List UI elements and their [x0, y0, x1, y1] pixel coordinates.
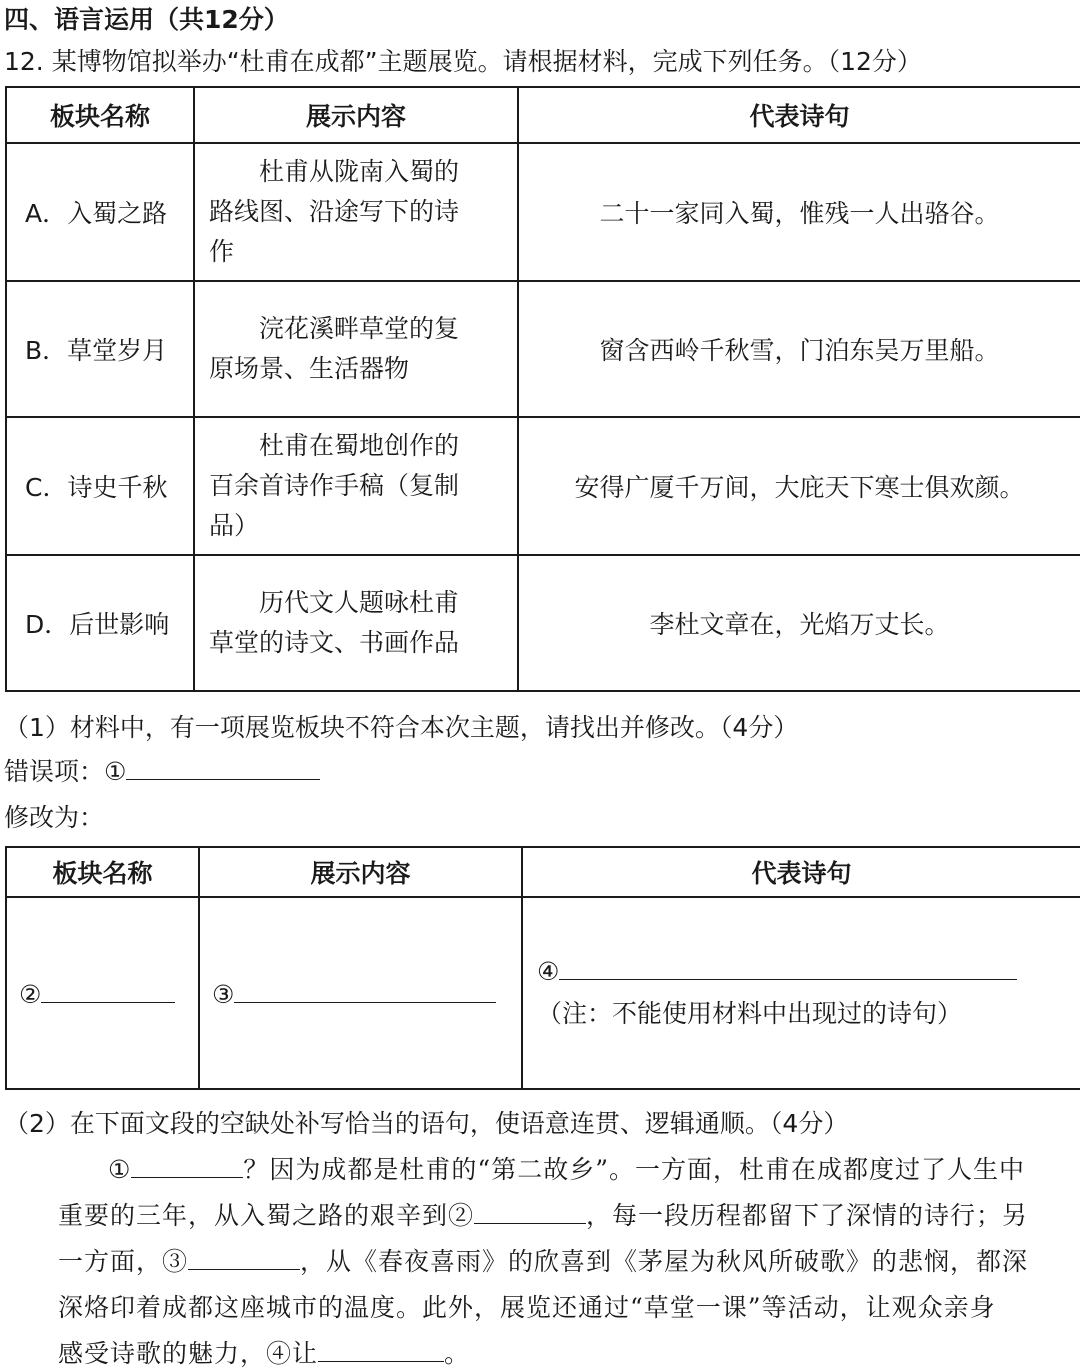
answer-cell-content: ③: [199, 897, 522, 1089]
answer-header-block-name: 板块名称: [6, 847, 199, 897]
section-title: 四、语言运用（共12分）: [4, 5, 289, 34]
row-b-poem: 窗含西岭千秋雪，门泊东吴万里船。: [518, 281, 1080, 417]
row-b-name: B．草堂岁月: [6, 281, 194, 417]
fill-blank-2[interactable]: [474, 1199, 586, 1224]
answer-header-content: 展示内容: [199, 847, 522, 897]
answer-cell-name: ②: [6, 897, 199, 1089]
table-row: [6, 281, 1080, 417]
fill-blank-1[interactable]: [131, 1153, 243, 1178]
row-a-content: 杜甫从陇南入蜀的 路线图、沿途写下的诗 作: [194, 143, 518, 281]
answer-table: [5, 846, 1080, 1090]
answer-header-poem: 代表诗句: [522, 847, 1080, 897]
row-c-poem: 安得广厦千万间，大庇天下寒士俱欢颜。: [518, 417, 1080, 555]
answer-blank-2[interactable]: [41, 978, 175, 1003]
answer-note: （注：不能使用材料中出现过的诗句）: [537, 999, 963, 1028]
error-answer-blank[interactable]: [126, 755, 320, 780]
question-stem: 12. 某博物馆拟举办“杜甫在成都”主题展览。请根据材料，完成下列任务。（12分）: [4, 47, 922, 76]
error-item-line: [4, 752, 320, 788]
paragraph-line-4: 深烙印着成都这座城市的温度。此外，展览还通过“草堂一课”等活动，让观众亲身: [58, 1293, 996, 1322]
part1-prompt: （1）材料中，有一项展览板块不符合本次主题，请找出并修改。（4分）: [4, 713, 799, 742]
row-a-name: A．入蜀之路: [6, 143, 194, 281]
part2-prompt: （2）在下面文段的空缺处补写恰当的语句，使语意连贯、逻辑通顺。（4分）: [4, 1109, 849, 1138]
row-d-name: D．后世影响: [6, 555, 194, 691]
paragraph-line-3: 一方面，③ ，从《春夜喜雨》的欣喜到《茅屋为秋风所破歌》的悲悯，都深: [58, 1247, 1029, 1276]
fill-blank-3[interactable]: [188, 1245, 300, 1270]
row-b-content: 浣花溪畔草堂的复 原场景、生活器物: [194, 281, 518, 417]
row-a-poem: 二十一家同入蜀，惟残一人出骆谷。: [518, 143, 1080, 281]
paragraph-line-1: ① ？因为成都是杜甫的“第二故乡”。一方面，杜甫在成都度过了人生中: [108, 1155, 1025, 1184]
material-table: [5, 86, 1080, 692]
header-content: 展示内容: [194, 87, 518, 143]
table-row: [6, 417, 1080, 555]
row-c-content: 杜甫在蜀地创作的 百余首诗作手稿（复制 品）: [194, 417, 518, 555]
paragraph-line-2: 重要的三年，从入蜀之路的艰辛到② ，每一段历程都留下了深情的诗行；另: [58, 1201, 1029, 1230]
header-poem: 代表诗句: [518, 87, 1080, 143]
row-d-poem: 李杜文章在，光焰万丈长。: [518, 555, 1080, 691]
row-d-content: 历代文人题咏杜甫 草堂的诗文、书画作品: [194, 555, 518, 691]
header-block-name: 板块名称: [6, 87, 194, 143]
fill-blank-4[interactable]: [318, 1337, 444, 1362]
error-label: 错误项：①: [4, 757, 127, 786]
modify-label: 修改为：: [4, 803, 105, 832]
answer-blank-4[interactable]: [559, 955, 1017, 980]
answer-cell-poem: ④ （注：不能使用材料中出现过的诗句）: [522, 897, 1080, 1089]
answer-blank-3[interactable]: [234, 978, 496, 1003]
table-row: [6, 143, 1080, 281]
row-c-name: C．诗史千秋: [6, 417, 194, 555]
paragraph-line-5: 感受诗歌的魅力，④让 。: [58, 1339, 471, 1368]
table-row: [6, 555, 1080, 691]
